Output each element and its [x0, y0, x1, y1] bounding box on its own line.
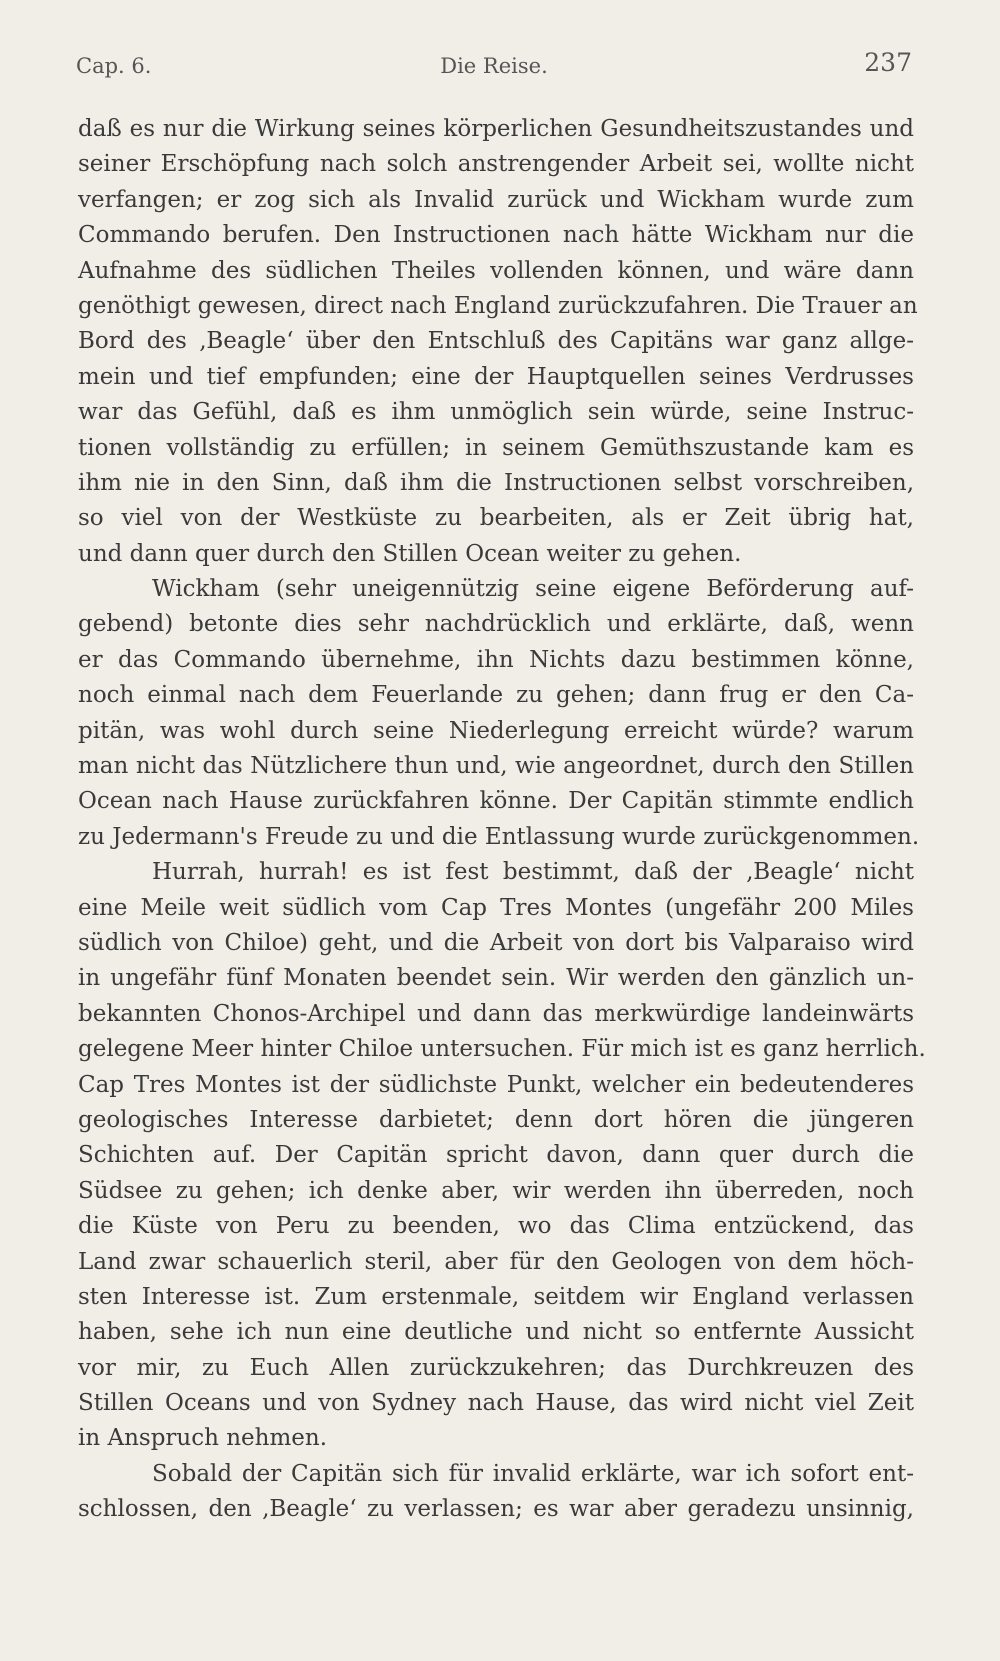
text-line: Aufnahme des südlichen Theiles vollenden können, und wäre dann [78, 257, 914, 284]
text-line: und dann quer durch den Stillen Ocean weiter zu gehen. [78, 540, 742, 567]
text-line: südlich von Chiloe) geht, und die Arbeit von dort bis Valparaiso wird [78, 929, 914, 956]
text-line: geologisches Interesse darbietet; denn dort hören die jüngeren [78, 1106, 914, 1133]
text-line: daß es nur die Wirkung seines körperlichen Gesundheitszustandes und [78, 116, 914, 142]
text-line: eine Meile weit südlich vom Cap Tres Montes (ungefähr 200 Miles [78, 894, 914, 921]
text-line: vor mir, zu Euch Allen zurückzukehren; das Durchkreuzen des [78, 1354, 914, 1381]
text-line: Stillen Oceans und von Sydney nach Hause, das wird nicht viel Zeit [78, 1390, 914, 1417]
text-line: zu Jedermann's Freude zu und die Entlassung wurde zurückgenommen. [78, 823, 920, 850]
text-line: mein und tief empfunden; eine der Hauptquellen seines Verdrusses [78, 363, 914, 390]
text-line: so viel von der Westküste zu bearbeiten, als er Zeit übrig hat, [78, 505, 914, 532]
text-line: gelegene Meer hinter Chiloe untersuchen. Für mich ist es ganz herrlich. [78, 1036, 926, 1063]
text-line: gebend) betonte dies sehr nachdrücklich und erklärte, daß, wenn [78, 611, 914, 638]
page-number: 237 [864, 48, 912, 77]
text-line: Cap Tres Montes ist der südlichste Punkt, welcher ein bedeutenderes [78, 1071, 914, 1098]
text-line: er das Commando übernehme, ihn Nichts dazu bestimmen könne, [78, 646, 914, 673]
text-line: schlossen, den ‚Beagle‘ zu verlassen; es war aber geradezu unsinnig, [78, 1496, 914, 1523]
text-line: Commando berufen. Den Instructionen nach hätte Wickham nur die [78, 222, 914, 249]
text-line: bekannten Chonos-Archipel und dann das merkwürdige landeinwärts [78, 1000, 914, 1027]
chapter-label: Cap. 6. [76, 54, 152, 78]
text-line: pitän, was wohl durch seine Niederlegung erreicht würde? warum [78, 717, 914, 744]
paragraph-first-line: Sobald der Capitän sich für invalid erklärte, war ich sofort ent- [152, 1460, 914, 1487]
text-line: in Anspruch nehmen. [78, 1425, 328, 1452]
text-line: seiner Erschöpfung nach solch anstrengender Arbeit sei, wollte nicht [78, 151, 914, 178]
body-text [78, 112, 926, 1528]
text-line: tionen vollständig zu erfüllen; in seinem Gemüthszustande kam es [78, 434, 914, 461]
text-line: Bord des ‚Beagle‘ über den Entschluß des Capitäns war ganz allge- [78, 328, 914, 355]
text-line: in ungefähr fünf Monaten beendet sein. Wir werden den gänzlich un- [78, 965, 914, 992]
text-line: Südsee zu gehen; ich denke aber, wir werden ihn überreden, noch [78, 1177, 914, 1204]
text-line: Ocean nach Hause zurückfahren könne. Der Capitän stimmte endlich [78, 788, 914, 815]
paragraph-first-line: Hurrah, hurrah! es ist fest bestimmt, daß der ‚Beagle‘ nicht [152, 859, 914, 886]
running-title: Die Reise. [440, 54, 548, 78]
text-line: man nicht das Nützlichere thun und, wie angeordnet, durch den Stillen [78, 753, 914, 780]
text-line: die Küste von Peru zu beenden, wo das Clima entzückend, das [78, 1213, 914, 1240]
text-line: war das Gefühl, daß es ihm unmöglich sein würde, seine Instruc- [78, 399, 914, 426]
text-line: Land zwar schauerlich steril, aber für den Geologen von dem höch- [78, 1248, 914, 1275]
text-line: noch einmal nach dem Feuerlande zu gehen; dann frug er den Ca- [78, 682, 914, 709]
text-line: genöthigt gewesen, direct nach England zurückzufahren. Die Trauer an [78, 292, 918, 319]
text-line: verfangen; er zog sich als Invalid zurück und Wickham wurde zum [78, 186, 914, 213]
text-line: ihm nie in den Sinn, daß ihm die Instructionen selbst vorschreiben, [78, 469, 914, 496]
paragraph-first-line: Wickham (sehr uneigennützig seine eigene Beförderung auf- [152, 576, 914, 603]
text-line: Schichten auf. Der Capitän spricht davon, dann quer durch die [78, 1142, 914, 1169]
text-line: haben, sehe ich nun eine deutliche und nicht so entfernte Aussicht [78, 1319, 914, 1346]
running-header [76, 44, 912, 84]
text-line: sten Interesse ist. Zum erstenmale, seitdem wir England verlassen [78, 1283, 914, 1310]
